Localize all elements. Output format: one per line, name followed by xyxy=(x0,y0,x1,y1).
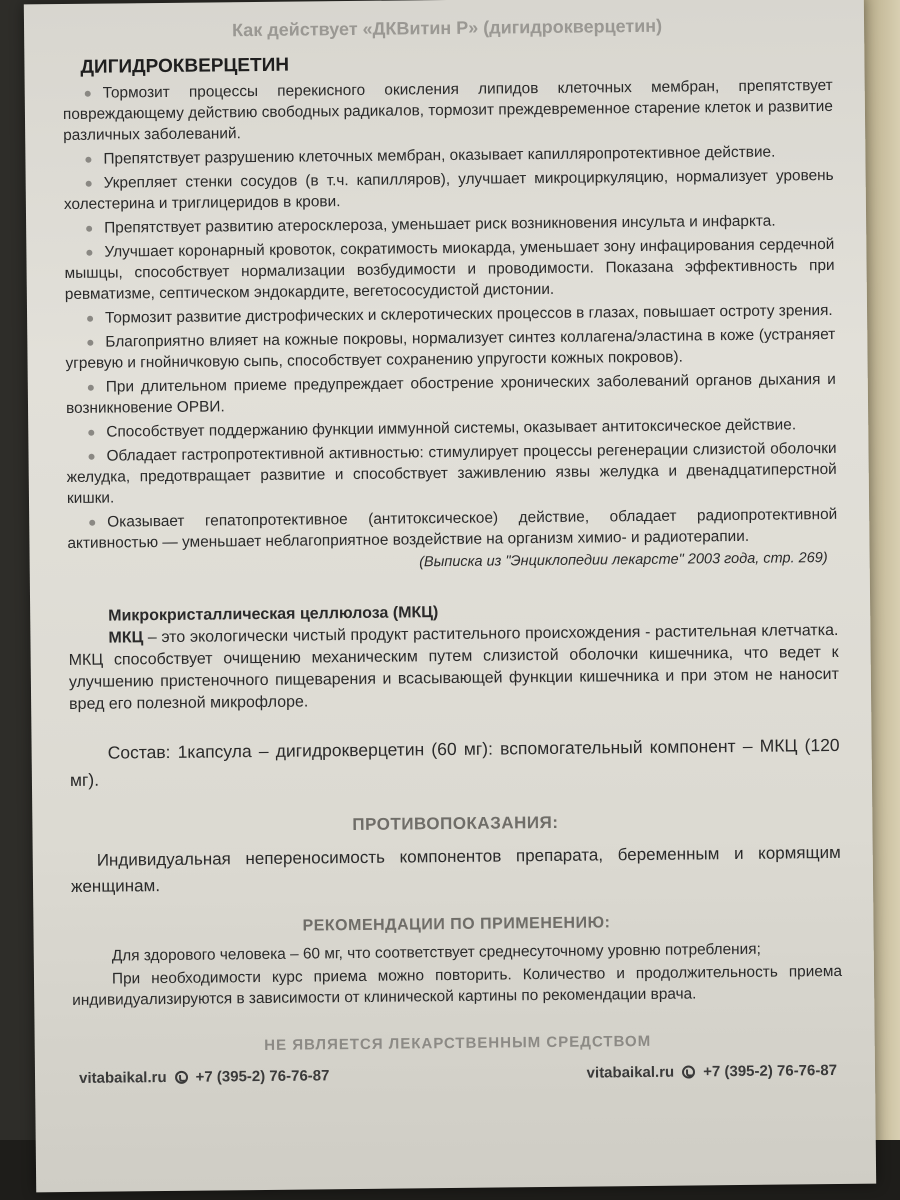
phone-icon xyxy=(682,1065,695,1078)
bullet-icon xyxy=(88,430,94,436)
effect-text: Тормозит процессы перекисного окисления липидов клеточных мембран, препятствует повреждающему действию свободных радикалов, тормозит преждевременное старение клеток и развитие различных заболеваний. xyxy=(62,76,834,145)
effect-text: Обладает гастропротективной активностью: стимулирует процессы регенерации слизистой оболочки желудка, предотвращает развитие и способствует заживлению язвы желудка и двенадцатиперстной кишки. xyxy=(66,439,837,508)
mcc-lead: МКЦ xyxy=(108,629,144,647)
footer-contacts xyxy=(73,1062,843,1087)
effect-text: Оказывает гепатопротективное (антитоксическое) действие, обладает радиопротективной активностью — уменьшает неблагоприятное воздействие на организм химио- и радиотерапии. xyxy=(67,505,838,553)
composition-text: Состав: 1капсула – дигидрокверцетин (60 мг): вспомогательный компонент – МКЦ (120 мг). xyxy=(69,734,840,790)
leaflet-content xyxy=(62,8,843,1087)
bullet-icon xyxy=(89,454,95,460)
effect-item xyxy=(64,165,834,215)
section-heading-dihydroquercetin: ДИГИДРОКВЕРЦЕТИН xyxy=(80,54,290,78)
contraindications-text: Индивидуальная непереносимость компонентов препарата, беременным и кормящим женщинам. xyxy=(70,842,841,896)
not-medicine-disclaimer: НЕ ЯВЛЯЕТСЯ ЛЕКАРСТВЕННЫМ СРЕДСТВОМ xyxy=(264,1032,652,1054)
leaflet-sheet xyxy=(24,0,876,1192)
bullet-icon xyxy=(86,226,92,232)
bullet-icon xyxy=(87,316,93,322)
website-link[interactable]: vitabaikal.ru xyxy=(78,1068,167,1087)
website-link[interactable]: vitabaikal.ru xyxy=(586,1063,675,1082)
effect-text: Препятствует развитию атеросклероза, уменьшает риск возникновения инсульта и инфаркта. xyxy=(104,212,776,237)
effect-text: Препятствует разрушению клеточных мембран, оказывает капилляропротективное действие. xyxy=(103,143,776,168)
section-heading-mcc: Микрокристаллическая целлюлоза (МКЦ) xyxy=(108,604,439,625)
recommendation-item: При необходимости курс приема можно повторить. Количество и продолжительность приема индивидуализируются в зависимости от клинической картины по рекомендации врача. xyxy=(72,962,843,1009)
bullet-icon xyxy=(86,181,92,187)
phone-number[interactable]: +7 (395-2) 76-76-87 xyxy=(703,1061,838,1081)
effect-text: Укрепляет стенки сосудов (в т.ч. капилляров), улучшает микроциркуляцию, нормализует уровень холестерина и триглицеридов в крови. xyxy=(63,166,834,214)
bullet-icon xyxy=(88,385,94,391)
phone-icon xyxy=(175,1071,188,1084)
effect-item xyxy=(66,438,837,509)
bullet-icon xyxy=(86,250,92,256)
recommendation-item: Для здорового человека – 60 мг, что соответствует среднесуточному уровню потребления; xyxy=(111,940,761,965)
effect-item xyxy=(63,75,834,146)
phone-number[interactable]: +7 (395-2) 76-76-87 xyxy=(195,1067,330,1086)
effect-text: При длительном приеме предупреждает обострение хронических заболеваний органов дыхания и возникновение ОРВИ. xyxy=(65,370,836,418)
effect-item xyxy=(64,234,835,305)
effect-text: Благоприятно влияет на кожные покровы, нормализует синтез коллагена/эластина в коже (устраняет угревую и гнойничковую сыпь, способствует сохранению упругости кожных покровов). xyxy=(65,325,836,373)
bullet-icon xyxy=(87,340,93,346)
effect-text: Способствует поддержанию функции иммунной системы, оказывает антитоксическое действие. xyxy=(106,416,797,441)
contact-block xyxy=(79,1067,330,1087)
mcc-text: – это экологически чистый продукт растительного происхождения - растительная клетчатка. МКЦ способствует очищению механическим путем слизистой оболочки кишечника, что ведет к улучшению пристеночного пищеварения и всасывающей функции кишечника и при этом не наносит вред его полезной микрофлоре. xyxy=(68,621,839,713)
bullet-icon xyxy=(85,91,91,97)
effect-item xyxy=(65,324,835,374)
section-heading-recommendations: РЕКОМЕНДАЦИИ ПО ПРИМЕНЕНИЮ: xyxy=(302,914,611,935)
effect-text: Тормозит развитие дистрофических и склеротических процессов в глазах, повышает остроту зрения. xyxy=(105,301,833,327)
mcc-paragraph xyxy=(68,620,839,716)
section-heading-contraindications: ПРОТИВОПОКАЗАНИЯ: xyxy=(352,812,559,835)
source-citation: (Выписка из "Энциклопедии лекарсте" 2003 года, стр. 269) xyxy=(419,550,828,571)
effects-list xyxy=(63,75,838,554)
effect-text: Улучшает коронарный кровоток, сократимость миокарда, уменьшает зону инфацирования сердечной мышцы, способствует нормализации возбудимости и проводимости. Показана эффективность при ревматизме, септическом эндокардите, вегетососудистой дистонии. xyxy=(64,235,835,304)
bullet-icon xyxy=(89,520,95,526)
effect-item xyxy=(67,504,837,554)
bullet-icon xyxy=(85,157,91,163)
effect-item xyxy=(66,369,836,419)
leaflet-title: Как действует «ДКВитин Р» (дигидрокверцетин) xyxy=(231,15,663,41)
contact-block xyxy=(587,1062,838,1082)
